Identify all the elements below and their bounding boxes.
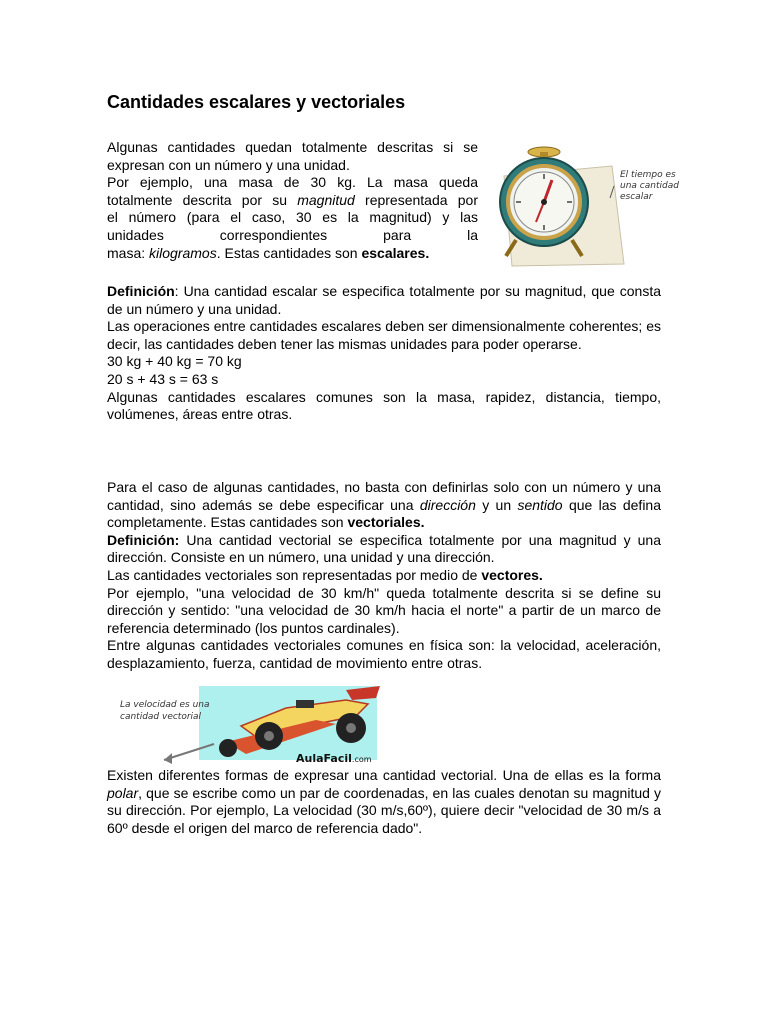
vector-representation: Las cantidades vectoriales son representadas por medio de vectores.	[107, 566, 543, 583]
emphasis-sentido: sentido	[517, 496, 563, 513]
equation-mass: 30 kg + 40 kg = 70 kg	[107, 353, 242, 370]
polar-paragraph: Existen diferentes formas de expresar una cantidad vectorial. Una de ellas es la forma polar, que se escribe como un par de coordenadas, en las cuales denotan su magnitud y su dirección. Por ejemplo, La velocidad (30 m/s,60º), quiere decir "velocidad de 30 m/s a 60º desde el origen del marco de referencia dado".	[107, 767, 661, 836]
intro-line: Por ejemplo, una masa de 30 kg. La masa queda	[107, 174, 478, 191]
alarm-clock-illustration	[492, 136, 672, 271]
intro-line: el número (para el caso, 30 es la magnitud) y las	[107, 209, 478, 226]
definition-label: Definición	[107, 283, 175, 299]
vector-examples-paragraph: Entre algunas cantidades vectoriales comunes en física son: la velocidad, aceleración, desplazamiento, fuerza, cantidad de movimiento entre otras.	[107, 637, 661, 671]
scalar-examples-paragraph: Algunas cantidades escalares comunes son la masa, rapidez, distancia, tiempo, volúmenes, áreas entre otras.	[107, 388, 661, 423]
emphasis-polar: polar	[107, 784, 139, 801]
equation-time: 20 s + 43 s = 63 s	[107, 370, 219, 387]
emphasis-magnitud: magnitud	[297, 191, 355, 208]
page-title: Cantidades escalares y vectoriales	[107, 92, 406, 112]
vector-example-paragraph: Por ejemplo, "una velocidad de 30 km/h" queda totalmente descrita si se define su dirección y sentido: "una velocidad de 30 km/h hacia el norte" a partir de un marco de referencia determinado (los puntos cardinales).	[107, 584, 661, 636]
intro-line: masa: kilogramos. Estas cantidades son escalares.	[107, 244, 430, 261]
clock-caption: El tiempo es una cantidad escalar	[620, 170, 679, 202]
car-caption: La velocidad es una cantidad vectorial	[120, 700, 210, 722]
scalar-operations-paragraph: Las operaciones entre cantidades escalares deben ser dimensionalmente coherentes; es decir, las cantidades deben tener las mismas unidades para poder operarse.	[107, 318, 661, 352]
emphasis-vectores: vectores.	[481, 566, 543, 583]
vector-intro-paragraph: Para el caso de algunas cantidades, no basta con definirlas solo con un número y una cantidad, sino además se debe especificar una dirección y un sentido que las defina completamente. Estas cantidades son vectoriales.	[107, 479, 662, 531]
scalar-definition: Definición: Una cantidad escalar se especifica totalmente por su magnitud, que consta de un número y una unidad.	[107, 283, 661, 317]
emphasis-direccion: dirección	[419, 496, 476, 513]
intro-line: unidades correspondientes para la	[107, 226, 478, 243]
definition-label: Definición:	[107, 531, 180, 548]
intro-line: Algunas cantidades quedan totalmente descritas si se	[107, 139, 478, 155]
emphasis-kilogramos: kilogramos	[149, 244, 217, 261]
scalar-definition-section	[107, 283, 661, 424]
emphasis-vectoriales: vectoriales.	[347, 514, 425, 531]
emphasis-escalares: escalares.	[361, 244, 430, 261]
vector-definition: Definición: Una cantidad vectorial se especifica totalmente por una magnitud y una dirección. Consiste en un número, una unidad y una dirección.	[107, 531, 661, 566]
aulafacil-logo: AulaFacil.com	[296, 752, 372, 765]
intro-line: totalmente descrita por su magnitud representada por	[107, 191, 478, 208]
intro-paragraph	[107, 139, 478, 262]
vector-section	[107, 479, 661, 673]
polar-section	[107, 767, 661, 837]
intro-line: expresan con un número y una unidad.	[107, 156, 350, 173]
